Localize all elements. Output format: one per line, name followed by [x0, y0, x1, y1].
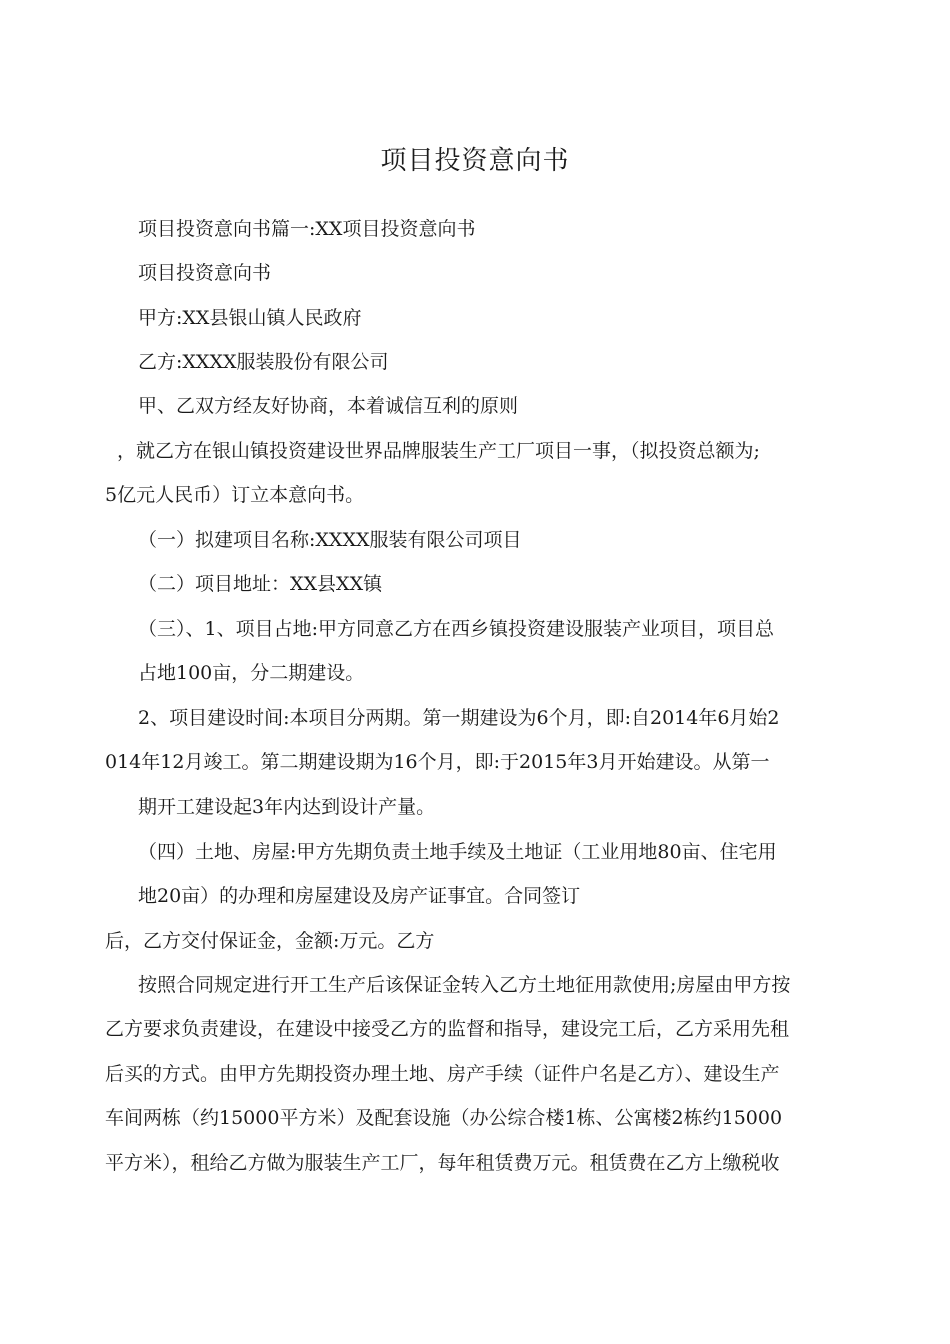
- paragraph-line: （一）拟建项目名称:XXXX服装有限公司项目: [138, 529, 522, 551]
- paragraph-line: 后买的方式。由甲方先期投资办理土地、房产手续（证件户名是乙方）、建设生产: [105, 1063, 780, 1085]
- paragraph-line: 5亿元人民币）订立本意向书。: [105, 484, 365, 506]
- paragraph-line: 占地100亩，分二期建设。: [138, 662, 365, 684]
- paragraph-line: 项目投资意向书篇一:XX项目投资意向书: [138, 218, 476, 240]
- paragraph-line: 乙方要求负责建设，在建设中接受乙方的监督和指导，建设完工后，乙方采用先租: [105, 1018, 790, 1040]
- paragraph-line: 按照合同规定进行开工生产后该保证金转入乙方土地征用款使用;房屋由甲方按: [138, 974, 791, 996]
- paragraph-line: 项目投资意向书: [138, 262, 272, 284]
- paragraph-line: （二）项目地址：XX县XX镇: [138, 573, 383, 595]
- paragraph-line: 甲方:XX县银山镇人民政府: [138, 307, 362, 329]
- paragraph-line: 地20亩）的办理和房屋建设及房产证事宜。合同签订: [138, 885, 581, 907]
- paragraph-line: 后，乙方交付保证金，金额:万元。乙方: [105, 930, 435, 952]
- paragraph-line: （三）、1、项目占地:甲方同意乙方在西乡镇投资建设服装产业项目，项目总: [138, 618, 774, 640]
- paragraph-line: 甲、乙双方经友好协商，本着诚信互利的原则: [138, 395, 519, 417]
- paragraph-line: 期开工建设起3年内达到设计产量。: [138, 796, 436, 818]
- paragraph-line: 2、项目建设时间:本项目分两期。第一期建设为6个月，即:自2014年6月始2: [138, 707, 780, 729]
- paragraph-line: 平方米），租给乙方做为服装生产工厂，每年租赁费万元。租赁费在乙方上缴税收: [105, 1152, 780, 1174]
- paragraph-line: 乙方:XXXX服装股份有限公司: [138, 351, 389, 373]
- paragraph-line: 车间两栋（约15000平方米）及配套设施（办公综合楼1栋、公寓楼2栋约15000: [105, 1107, 783, 1129]
- paragraph-line: （四）土地、房屋:甲方先期负责土地手续及土地证（工业用地80亩、住宅用: [138, 841, 777, 863]
- document-title: 项目投资意向书: [380, 146, 570, 176]
- paragraph-line: ，就乙方在银山镇投资建设世界品牌服装生产工厂项目一事，（拟投资总额为;: [117, 440, 760, 462]
- paragraph-line: 014年12月竣工。第二期建设期为16个月，即:于2015年3月开始建设。从第一: [105, 751, 770, 773]
